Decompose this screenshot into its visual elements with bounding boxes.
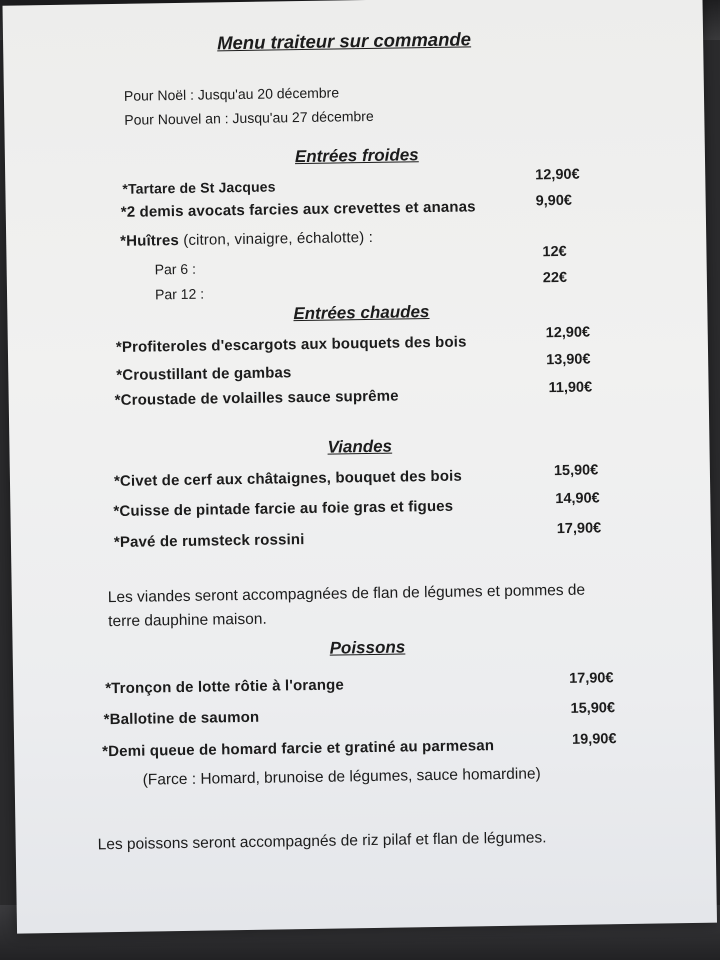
price-pintade: 14,90€: [555, 490, 600, 508]
item-croustillant: *Croustillant de gambas: [116, 364, 292, 384]
price-avocats: 9,90€: [535, 192, 573, 210]
huitres-par-6: Par 6 :: [154, 260, 197, 278]
price-civet: 15,90€: [553, 462, 599, 480]
huitres-detail: (citron, vinaigre, échalotte) :: [178, 228, 374, 249]
homard-farce-detail: (Farce : Homard, brunoise de légumes, sauce homardine): [142, 765, 541, 789]
poissons-note: Les poissons seront accompagnés de riz pilaf et flan de légumes.: [97, 829, 547, 854]
viandes-note-line2: terre dauphine maison.: [108, 610, 267, 631]
item-huitres: [120, 229, 373, 250]
price-profiteroles: 12,90€: [545, 324, 591, 342]
price-lotte: 17,90€: [569, 670, 614, 687]
section-entrees-froides: Entrées froides: [294, 145, 419, 167]
price-pave: 17,90€: [556, 520, 602, 538]
menu-title: Menu traiteur sur commande: [216, 28, 472, 54]
item-civet: *Civet de cerf aux châtaignes, bouquet des bois: [113, 467, 463, 491]
section-poissons: Poissons: [329, 637, 406, 658]
menu-sheet: [3, 0, 717, 934]
huitres-name: *Huîtres: [120, 231, 180, 250]
item-pave: *Pavé de rumsteck rossini: [113, 531, 305, 552]
deadline-nouvel-an: Pour Nouvel an : Jusqu'au 27 décembre: [124, 107, 374, 128]
price-croustillant: 13,90€: [546, 351, 591, 369]
item-tartare: *Tartare de St Jacques: [122, 178, 276, 197]
item-lotte: *Tronçon de lotte rôtie à l'orange: [105, 676, 345, 698]
huitres-par-12: Par 12 :: [154, 285, 205, 303]
deadline-noel: Pour Noël : Jusqu'au 20 décembre: [123, 84, 340, 104]
price-tartare: 12,90€: [535, 166, 580, 184]
section-viandes: Viandes: [327, 436, 393, 457]
item-croustade: *Croustade de volailles sauce suprême: [114, 387, 399, 409]
item-profiteroles: *Profiteroles d'escargots aux bouquets des bois: [115, 333, 467, 356]
price-huitres-6: 12€: [542, 243, 567, 261]
viandes-note-line1: Les viandes seront accompagnées de flan de légumes et pommes de: [107, 581, 586, 607]
item-pintade: *Cuisse de pintade farcie au foie gras et figues: [113, 497, 454, 521]
section-entrees-chaudes: Entrées chaudes: [293, 302, 430, 324]
price-homard: 19,90€: [571, 731, 617, 748]
price-ballotine: 15,90€: [570, 700, 616, 717]
item-ballotine: *Ballotine de saumon: [103, 708, 260, 729]
price-croustade: 11,90€: [548, 379, 593, 397]
item-homard: *Demi queue de homard farcie et gratiné au parmesan: [102, 737, 495, 761]
price-huitres-12: 22€: [542, 269, 568, 287]
item-avocats: *2 demis avocats farcies aux crevettes et ananas: [120, 198, 476, 221]
